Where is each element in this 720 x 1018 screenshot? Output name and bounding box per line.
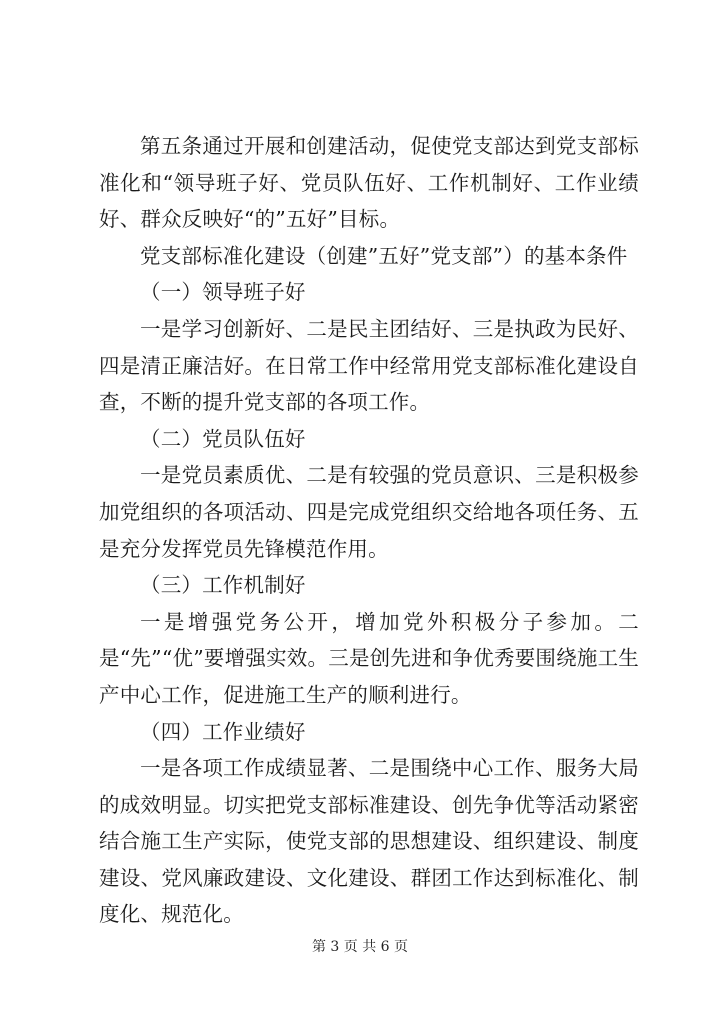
- document-body: [99, 128, 639, 933]
- paragraph-party-members: 一是党员素质优、二是有较强的党员意识、三是积极参加党组织的各项活动、四是完成党组织交给地各项任务、五是充分发挥党员先锋模范作用。: [99, 463, 639, 561]
- section-heading-basic-conditions: 党支部标准化建设（创建”五好”党支部”）的基本条件: [140, 243, 628, 268]
- paragraph-work-performance: 一是各项工作成绩显著、二是围绕中心工作、服务大局的成效明显。切实把党支部标准建设、创先争优等活动紧密结合施工生产实际，使党支部的思想建设、组织建设、制度建设、党风廉政建设、文化建设、群团工作达到标准化、制度化、规范化。: [99, 756, 639, 927]
- subheading-work-mechanism: （三）工作机制好: [140, 573, 306, 598]
- subheading-work-performance: （四）工作业绩好: [140, 719, 306, 744]
- subheading-party-members: （二）党员队伍好: [140, 426, 306, 451]
- page-footer: 第 3 页 共 6 页: [311, 939, 409, 955]
- paragraph-article-5: 第五条通过开展和创建活动，促使党支部达到党支部标准化和“领导班子好、党员队伍好、工作机制好、工作业绩好、群众反映好“的”五好”目标。: [99, 134, 639, 232]
- paragraph-work-mechanism: 一是增强党务公开，增加党外积极分子参加。二是“先”“优”要增强实效。三是创先进和争优秀要围绕施工生产中心工作，促进施工生产的顺利进行。: [99, 609, 639, 707]
- paragraph-leadership: 一是学习创新好、二是民主团结好、三是执政为民好、四是清正廉洁好。在日常工作中经常用党支部标准化建设自查，不断的提升党支部的各项工作。: [99, 316, 639, 415]
- subheading-leadership: （一）领导班子好: [140, 280, 306, 305]
